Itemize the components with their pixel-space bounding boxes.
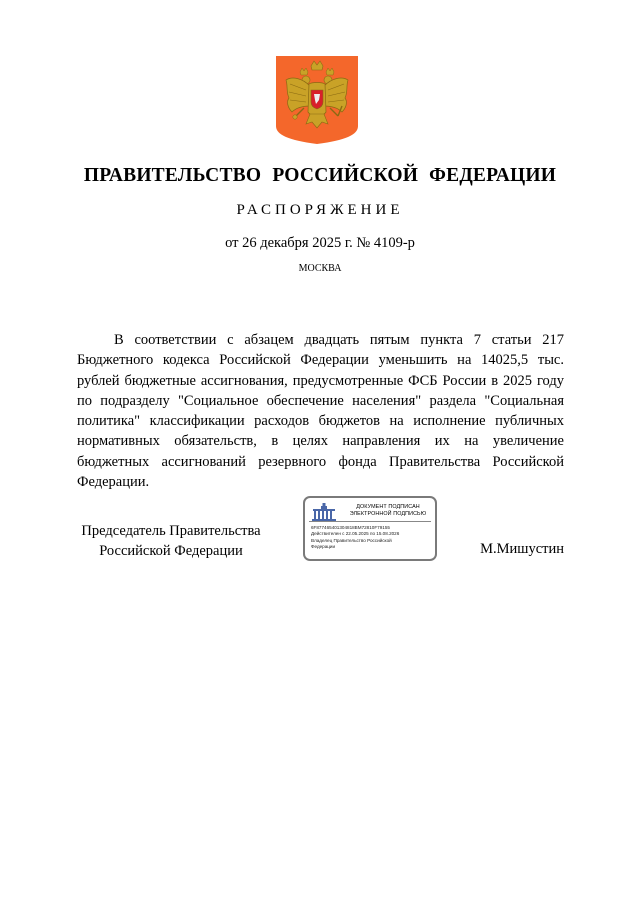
document-type: РАСПОРЯЖЕНИЕ [236, 202, 404, 218]
stamp-header-line1: ДОКУМЕНТ ПОДПИСАН [356, 504, 420, 510]
order-paragraph: В соответствии с абзацем двадцать пятым пункта 7 статьи 217 Бюджетного кодекса Российской Федерации уменьшить на 14025,5 тыс. рублей бюджетные ассигнования, предусмотренные ФСБ России в 2025 году по подразделу "Социальное обеспечение населения" раздела "Социальная политика" классификации расходов бюджетов на исполнение публичных нормативных обязательств, в целях направления их на увеличение бюджетных ассигнований резервного фонда Правительства Российской Федерации. [77, 332, 564, 491]
stamp-header-line2: ЭЛЕКТРОННОЙ ПОДПИСЬЮ [349, 511, 427, 517]
certificate-serial: 6F877465401304818BM72810F79155 [311, 525, 390, 530]
certificate-validity: Действителен с 22.05.2025 по 15.08.2026 [311, 531, 400, 537]
state-emblem-icon [276, 56, 358, 144]
government-title: ПРАВИТЕЛЬСТВО РОССИЙСКОЙ ФЕДЕРАЦИИ [83, 165, 557, 186]
stamp-header [341, 504, 435, 518]
signer-name: М.Мишустин [480, 541, 564, 557]
stamp-details [311, 525, 399, 551]
stamp-divider [309, 521, 431, 522]
government-building-icon [310, 502, 338, 522]
signer-position-line1: Председатель Правительства [81, 523, 261, 539]
document-date-number: от 26 декабря 2025 г. № 4109-р [225, 235, 415, 251]
coat-of-arms-graphic [276, 56, 358, 144]
signer-position [76, 521, 266, 561]
certificate-owner-line1: Владелец Правительство Российской [311, 537, 392, 543]
signer-position-line2: Российской Федерации [99, 543, 243, 559]
certificate-owner-line2: Федерации [311, 544, 336, 550]
document-city: МОСКВА [298, 263, 342, 274]
electronic-signature-stamp [303, 496, 437, 561]
